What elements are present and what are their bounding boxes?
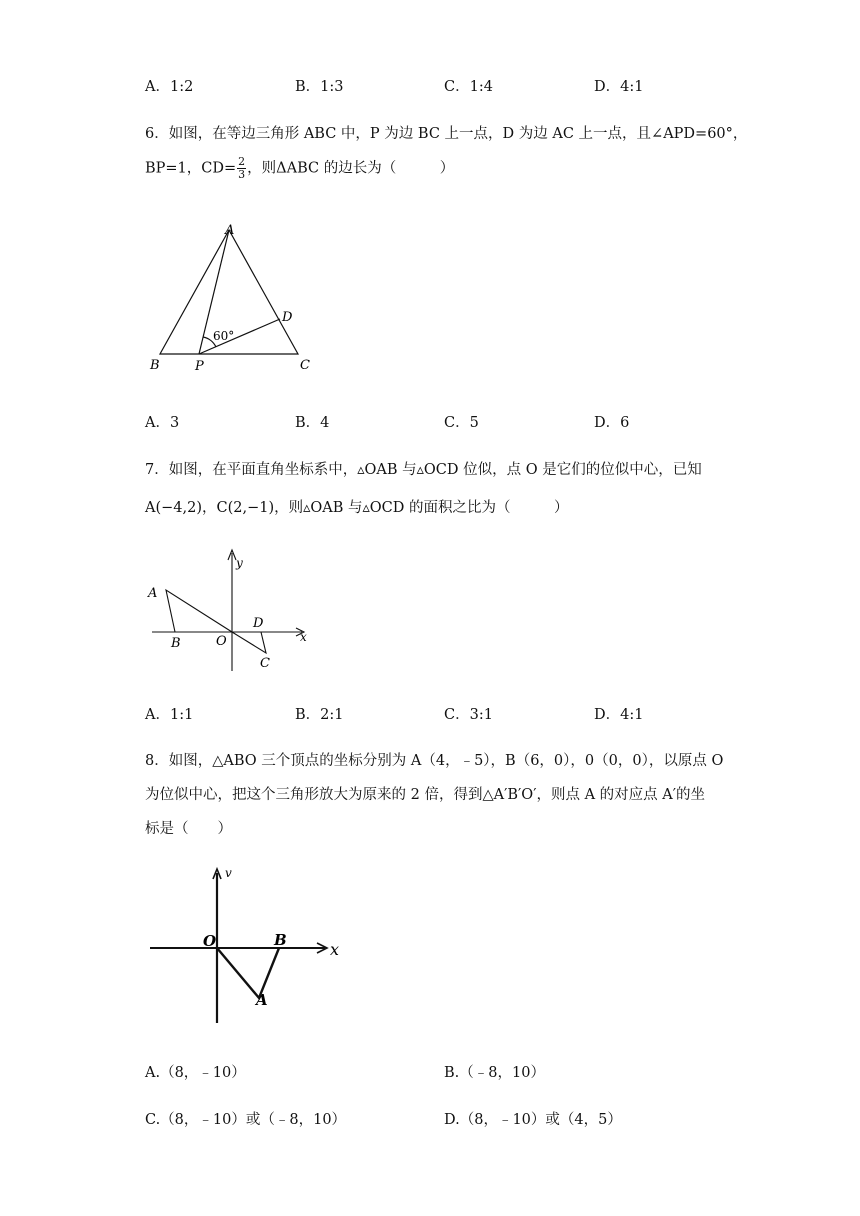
q7-triangle-oab — [166, 590, 232, 632]
q6-label-a: A — [225, 223, 235, 238]
q6-label-b: B — [150, 358, 160, 373]
q8-label-a: A — [256, 991, 268, 1009]
q8-option-d: D.（8，﹣10）或（4，5） — [444, 1112, 622, 1128]
q6-option-c: C．5 — [444, 415, 479, 431]
q5-option-b: B．1:3 — [295, 79, 344, 95]
q6-option-a: A．3 — [145, 415, 180, 431]
q8-coordinate-figure — [145, 865, 355, 1030]
q6-label-p: P — [195, 359, 204, 374]
q7-stem-line1: 7．如图，在平面直角坐标系中，▵OAB 与▵OCD 位似，点 O 是它们的位似中心，已知 — [145, 462, 702, 478]
q7-option-a: A．1:1 — [145, 707, 194, 723]
q6-stem-line2 — [145, 156, 454, 181]
q7-label-b: B — [171, 636, 181, 651]
q8-option-b: B.（﹣8，10） — [444, 1065, 545, 1081]
q7-label-o: O — [216, 634, 227, 649]
q7-coordinate-figure — [140, 545, 320, 680]
q5-option-d: D．4:1 — [594, 79, 644, 95]
q6-option-b: B．4 — [295, 415, 330, 431]
q8-stem-line1: 8．如图，△ABO 三个顶点的坐标分别为 A（4，﹣5），B（6，0），0（0，0），以原点 O — [145, 753, 724, 769]
q6-fraction — [237, 156, 246, 181]
q8-label-x: x — [330, 940, 340, 959]
q7-label-d: D — [253, 616, 264, 631]
q8-option-a: A.（8，﹣10） — [145, 1065, 246, 1081]
q8-stem-line2: 为位似中心，把这个三角形放大为原来的 2 倍，得到△A′B′O′，则点 A 的对应点 A′的坐 — [145, 787, 706, 803]
q5-option-a: A．1:2 — [145, 79, 194, 95]
q6-triangle-figure — [140, 215, 340, 380]
q6-fraction-denominator: 3 — [238, 168, 246, 181]
q8-triangle-abo — [217, 948, 279, 998]
q8-stem-line3: 标是（ ） — [145, 821, 232, 837]
q6-option-d: D．6 — [594, 415, 630, 431]
q7-label-x: x — [300, 630, 307, 644]
q5-option-c: C．1:4 — [444, 79, 493, 95]
q7-label-y: y — [236, 556, 243, 570]
q6-fraction-numerator: 2 — [238, 155, 246, 168]
q6-label-c: C — [300, 358, 310, 373]
q6-stem-line1: 6．如图，在等边三角形 ABC 中，P 为边 BC 上一点，D 为边 AC 上一点，且∠APD=60°， — [145, 126, 748, 142]
q6-label-angle: 60° — [213, 329, 235, 343]
q8-option-c: C.（8，﹣10）或（﹣8，10） — [145, 1112, 347, 1128]
q8-label-y: v — [225, 866, 232, 880]
q7-option-c: C．3:1 — [444, 707, 493, 723]
q7-label-a: A — [148, 586, 158, 601]
q6-stem-line2-part-b: ，则ΔABC 的边长为（ ） — [247, 160, 455, 177]
q7-triangle-ocd — [232, 632, 266, 653]
q6-stem-line2-part-a: BP=1，CD= — [145, 160, 237, 177]
q8-label-b: B — [274, 931, 287, 949]
q7-option-b: B．2:1 — [295, 707, 344, 723]
q7-stem-line2: A(−4,2)，C(2,−1)，则▵OAB 与▵OCD 的面积之比为（ ） — [145, 500, 569, 516]
q7-label-c: C — [260, 656, 270, 671]
q7-option-d: D．4:1 — [594, 707, 644, 723]
q8-label-o: O — [203, 932, 217, 950]
q6-segment-pd — [199, 319, 280, 354]
q6-label-d: D — [282, 310, 293, 325]
